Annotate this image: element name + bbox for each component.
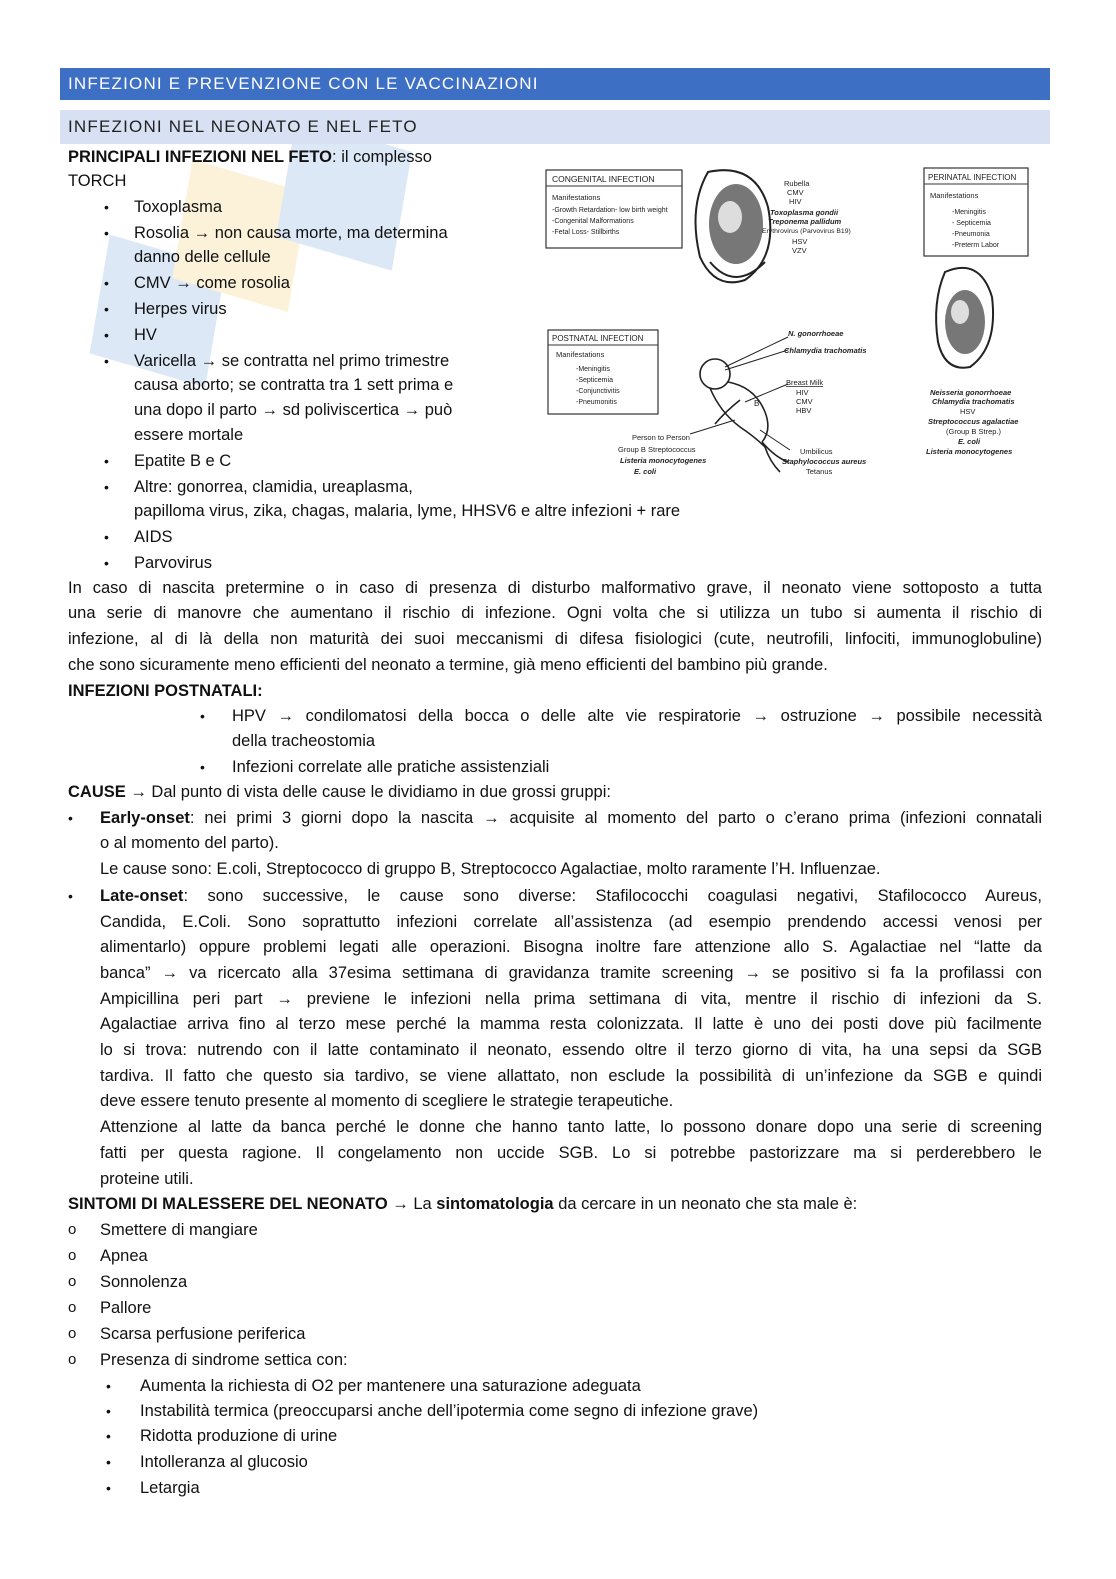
sepsi-item: Aumenta la richiesta di O2 per mantenere una saturazione adeguata	[140, 1377, 641, 1395]
svg-text:Erythrovirus (Parvovirus B19): Erythrovirus (Parvovirus B19)	[762, 228, 851, 235]
late-onset-line: Candida, E.Coli. Sono soprattutto infezioni correlate all’assistenza (ad esempio prendendo accessi venosi per	[100, 913, 1042, 931]
list-item-altre-cont: papilloma virus, zika, chagas, malaria, lyme, HHSV6 e altre infezioni + rare	[134, 502, 681, 520]
bullet: •	[106, 1480, 111, 1496]
feto-heading-line2: TORCH	[68, 172, 127, 190]
svg-text:Umbilicus: Umbilicus	[800, 447, 833, 456]
feto-heading: PRINCIPALI INFEZIONI NEL FETO: il complesso	[68, 148, 432, 166]
postnatal-title: POSTNATAL INFECTION	[552, 334, 644, 343]
bullet: •	[104, 301, 109, 317]
sintomo-item: Pallore	[100, 1299, 152, 1317]
bullet: •	[104, 353, 109, 369]
svg-text:B: B	[754, 399, 760, 408]
bullet: •	[104, 529, 109, 545]
svg-text:-Septicemia: -Septicemia	[576, 377, 613, 384]
svg-text:-Meningitis: -Meningitis	[576, 366, 610, 373]
late-onset-line: Ampicillina peri part → previene le infezioni nella prima settimana di vita, mentre il rischio di infezioni da S.	[100, 990, 1042, 1008]
svg-text:Chlamydia trachomatis: Chlamydia trachomatis	[784, 346, 867, 355]
late-onset-line: alimentarlo) oppure problemi legati alle operazioni. Bisogna inoltre fare attenzione allo S. Agalactiae nel “latte da	[100, 938, 1042, 956]
svg-text:Manifestations: Manifestations	[930, 191, 979, 200]
early-onset-line: Early-onset: nei primi 3 giorni dopo la nascita → acquisite al momento del parto o c’erano prima (infezioni connatali	[100, 809, 1042, 827]
bullet: •	[200, 759, 205, 775]
sintomo-item: Smettere di mangiare	[100, 1221, 258, 1239]
late-onset-line: deve essere tenuto presente al momento di scegliere le strategie terapeutiche.	[100, 1092, 674, 1110]
paragraph-line: che sono sicuramente meno efficienti del neonato a termine, già meno efficienti del bambino più grande.	[68, 656, 828, 674]
bullet: •	[106, 1454, 111, 1470]
sepsi-item: Instabilità termica (preoccuparsi anche dell’ipotermia come segno di infezione grave)	[140, 1402, 759, 1420]
circle-bullet: o	[68, 1273, 77, 1290]
circle-bullet: o	[68, 1221, 77, 1238]
list-item-aids: AIDS	[134, 528, 173, 546]
late-onset-line: tardiva. Il fatto che questo sia tardivo, se viene allattato, non esclude la possibilità di un’infezione da SGB e quindi	[100, 1067, 1042, 1085]
sepsi-item: Letargia	[140, 1479, 200, 1497]
svg-text:Treponema pallidum: Treponema pallidum	[768, 217, 842, 226]
subsection-title-bar	[60, 110, 1050, 144]
circle-bullet: o	[68, 1299, 77, 1316]
svg-text:(Group B Strep.): (Group B Strep.)	[946, 427, 1002, 436]
list-item-cmv: CMV → come rosolia	[134, 274, 290, 292]
list-item-parvovirus: Parvovirus	[134, 554, 212, 572]
list-item-rosolia: Rosolia → non causa morte, ma determina	[134, 224, 448, 242]
fetus-utero-perinatal	[936, 268, 993, 368]
svg-text:Group B Streptococcus: Group B Streptococcus	[618, 445, 696, 454]
svg-text:-Fetal Loss- Stillbirths: -Fetal Loss- Stillbirths	[552, 229, 620, 236]
late-onset-line: Late-onset: sono successive, le cause sono diverse: Stafilococchi coagulasi negativi, Stafilococco Aureus,	[100, 887, 1042, 905]
late-onset-line: Agalactiae arriva fino al terzo mese perché la mamma resta colonizzata. Il latte è uno dei posti dove più facilmente	[100, 1015, 1042, 1033]
early-onset-line: Le cause sono: E.coli, Streptococco di gruppo B, Streptococco Agalactiae, molto raramente l’H. Influenzae.	[100, 860, 881, 878]
bullet: •	[104, 225, 109, 241]
sintomi-heading: SINTOMI DI MALESSERE DEL NEONATO → La sintomatologia da cercare in un neonato che sta male è:	[68, 1195, 858, 1213]
bullet: •	[104, 453, 109, 469]
svg-text:-Preterm Labor: -Preterm Labor	[952, 242, 1000, 249]
svg-text:N. gonorrhoeae: N. gonorrhoeae	[788, 329, 844, 338]
list-item-hpv-cont: della tracheostomia	[232, 732, 376, 750]
paragraph-line: In caso di nascita pretermine o in caso di presenza di disturbo malformativo grave, il neonato viene sottoposto a tutta	[68, 579, 1042, 597]
sepsi-item: Ridotta produzione di urine	[140, 1427, 338, 1445]
postnatali-heading: INFEZIONI POSTNATALI:	[68, 682, 263, 700]
svg-text:HBV: HBV	[796, 406, 812, 415]
latte-banca-line: Attenzione al latte da banca perché le donne che hanno tanto latte, lo possono donare dopo una serie di screening	[100, 1118, 1042, 1136]
infection-routes-figure	[540, 162, 1040, 482]
late-onset-line: banca” → va ricercato alla 37esima settimana di gravidanza tramite screening → se positivo si fa la profilassi con	[100, 964, 1042, 982]
svg-text:-Pneumonia: -Pneumonia	[952, 231, 990, 238]
latte-banca-line: fatti per questa ragione. Il congelamento non uccide SGB. Lo si potrebbe pastorizzare ma si perderebbero le	[100, 1144, 1042, 1162]
paragraph-line: una serie di manovre che aumentano il rischio di infezione. Ogni volta che si utilizza un tubo si aumenta il rischio di	[68, 604, 1042, 622]
sintomo-item: Scarsa perfusione periferica	[100, 1325, 306, 1343]
list-item-hv: HV	[134, 326, 157, 344]
svg-text:-Meningitis: -Meningitis	[952, 209, 986, 216]
list-item-varicella-cont: una dopo il parto → sd poliviscertica → può	[134, 401, 453, 419]
svg-text:- Septicemia: - Septicemia	[952, 220, 991, 227]
early-onset-line: o al momento del parto).	[100, 834, 279, 852]
svg-text:HSV: HSV	[960, 407, 976, 416]
paragraph-line: infezione, al di là della non maturità dei suoi meccanismi di difesa fisiologici (cute, neutrofili, linfociti, immunoglobuline)	[68, 630, 1042, 648]
bullet: •	[106, 1403, 111, 1419]
svg-text:Manifestations: Manifestations	[556, 350, 605, 359]
infant-drawing	[700, 359, 788, 472]
svg-text:HIV: HIV	[796, 388, 809, 397]
sintomo-item: Apnea	[100, 1247, 148, 1265]
list-item-altre: Altre: gonorrea, clamidia, ureaplasma,	[134, 478, 413, 496]
svg-text:CMV: CMV	[796, 397, 813, 406]
bullet: •	[106, 1428, 111, 1444]
bullet: •	[200, 708, 205, 724]
svg-text:Tetanus: Tetanus	[806, 467, 833, 476]
svg-text:Listeria monocytogenes: Listeria monocytogenes	[620, 456, 707, 465]
bullet: •	[104, 479, 109, 495]
late-onset-line: lo si trova: nutrendo con il latte contaminato il neonato, essendo oltre il terzo giorno di vita, ha una sepsi da SGB	[100, 1041, 1042, 1059]
cause-heading: CAUSE → Dal punto di vista delle cause le dividiamo in due grossi gruppi:	[68, 783, 611, 801]
svg-text:CMV: CMV	[787, 188, 804, 197]
bullet: •	[106, 1378, 111, 1394]
list-item-varicella-cont: essere mortale	[134, 426, 244, 444]
list-item-epatite: Epatite B e C	[134, 452, 232, 470]
section-title: INFEZIONI E PREVENZIONE CON LE VACCINAZIONI	[68, 74, 539, 93]
svg-text:-Conjunctivitis: -Conjunctivitis	[576, 388, 620, 395]
svg-text:E. coli: E. coli	[634, 467, 657, 476]
svg-text:HSV: HSV	[792, 237, 808, 246]
svg-text:E. coli: E. coli	[958, 437, 981, 446]
svg-text:-Congenital Malformations: -Congenital Malformations	[552, 218, 634, 225]
sepsi-item: Intolleranza al glucosio	[140, 1453, 308, 1471]
svg-text:Breast Milk: Breast Milk	[786, 378, 824, 387]
list-item-herpes: Herpes virus	[134, 300, 227, 318]
section-title-bar	[60, 68, 1050, 100]
circle-bullet: o	[68, 1247, 77, 1264]
list-item-varicella: Varicella → se contratta nel primo trimestre	[134, 352, 450, 370]
circle-bullet: o	[68, 1325, 77, 1342]
svg-text:Streptococcus agalactiae: Streptococcus agalactiae	[928, 417, 1019, 426]
svg-text:Rubella: Rubella	[784, 179, 810, 188]
svg-text:Listeria monocytogenes: Listeria monocytogenes	[926, 447, 1013, 456]
bullet: •	[104, 327, 109, 343]
svg-text:Staphylococcus aureus: Staphylococcus aureus	[782, 457, 867, 466]
perinatal-title: PERINATAL INFECTION	[928, 173, 1017, 182]
sintomo-item: Sonnolenza	[100, 1273, 188, 1291]
svg-text:Neisseria gonorrhoeae: Neisseria gonorrhoeae	[930, 388, 1012, 397]
latte-banca-line: proteine utili.	[100, 1170, 194, 1188]
list-item-hpv: HPV → condilomatosi della bocca o delle alte vie respiratorie → ostruzione → possibile necessità	[232, 707, 1042, 725]
circle-bullet: o	[68, 1351, 77, 1368]
fetus-utero-congenital	[696, 170, 771, 282]
svg-text:Person to Person: Person to Person	[632, 433, 690, 442]
svg-text:-Growth Retardation- low birth: -Growth Retardation- low birth weight	[552, 207, 668, 214]
svg-text:Toxoplasma gondii: Toxoplasma gondii	[770, 208, 839, 217]
svg-text:Chlamydia trachomatis: Chlamydia trachomatis	[932, 397, 1015, 406]
svg-text:VZV: VZV	[792, 246, 807, 255]
subsection-title: INFEZIONI NEL NEONATO E NEL FETO	[68, 117, 418, 136]
list-item-varicella-cont: causa aborto; se contratta tra 1 sett prima e	[134, 376, 454, 394]
bullet: •	[104, 199, 109, 215]
bullet: •	[104, 555, 109, 571]
list-item-rosolia-cont: danno delle cellule	[134, 248, 271, 266]
bullet: •	[104, 275, 109, 291]
svg-text:HIV: HIV	[789, 197, 802, 206]
congenital-title: CONGENITAL INFECTION	[552, 174, 655, 184]
bullet: •	[68, 888, 73, 904]
svg-text:-Pneumonitis: -Pneumonitis	[576, 399, 617, 406]
svg-text:Manifestations: Manifestations	[552, 193, 601, 202]
sintomo-item: Presenza di sindrome settica con:	[100, 1351, 348, 1369]
list-item-toxoplasma: Toxoplasma	[134, 198, 223, 216]
list-item-assistenziali: Infezioni correlate alle pratiche assistenziali	[232, 758, 550, 776]
bullet: •	[68, 810, 73, 826]
